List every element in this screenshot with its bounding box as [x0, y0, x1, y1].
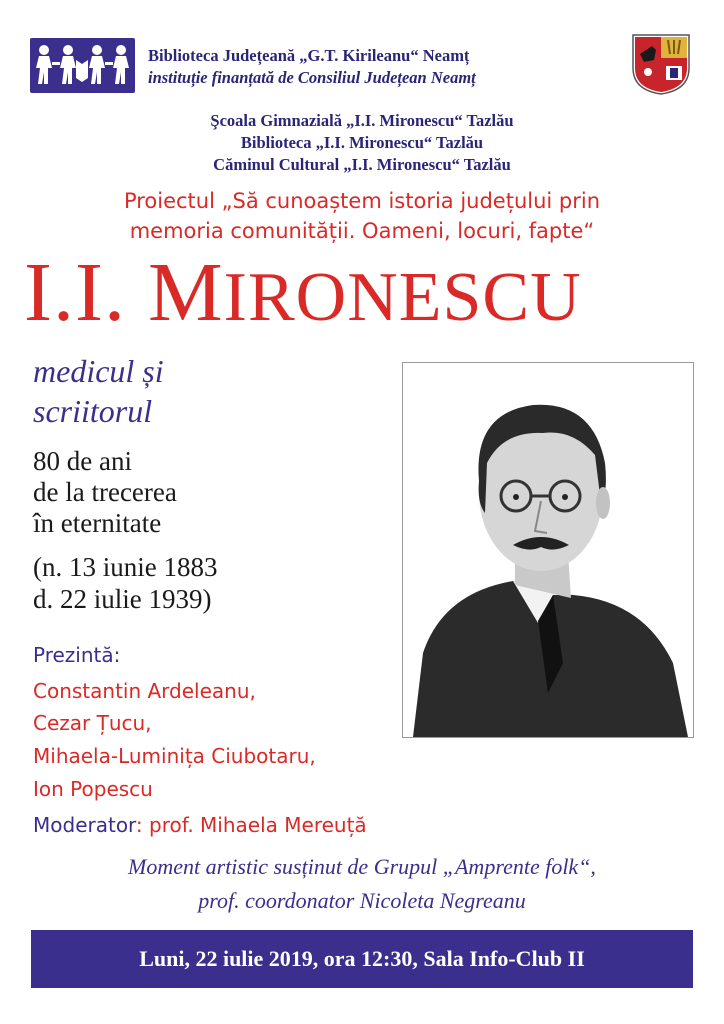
institution-name: Biblioteca Județeană „G.T. Kirileanu“ Neamț — [148, 46, 470, 65]
dates-line-1: 80 de ani — [33, 446, 132, 476]
dates-line-2: de la trecerea — [33, 477, 177, 507]
subtitle-line-2: scriitorul — [33, 393, 153, 429]
partner-school: Şcoala Gimnazială „I.I. Mironescu“ Tazlău — [210, 111, 514, 130]
page-title — [24, 248, 714, 343]
presenter-name: Mihaela-Luminița Ciubotaru, — [33, 744, 316, 768]
dates-line-4: (n. 13 iunie 1883 — [33, 552, 218, 582]
partner-cultural-center: Căminul Cultural „I.I. Mironescu“ Tazlău — [213, 155, 511, 174]
artistic-line-2: prof. coordonator Nicoleta Negreanu — [198, 888, 526, 913]
dates-line-3: în eternitate — [33, 508, 162, 538]
project-line-1: Proiectul „Să cunoaștem istoria județului prin — [123, 189, 601, 213]
project-line-2: memoria comunității. Oameni, locuri, fapte“ — [129, 219, 595, 243]
portrait-illustration — [403, 363, 693, 737]
reading-children-icon — [30, 38, 135, 93]
portrait-photo — [402, 362, 694, 738]
event-banner — [31, 930, 693, 988]
partner-library: Biblioteca „I.I. Mironescu“ Tazlău — [240, 133, 484, 152]
county-crest-icon — [630, 32, 692, 96]
subtitle-line-1: medicul și — [33, 353, 164, 389]
moderator-label: Moderator — [33, 813, 136, 837]
institution-funding: instituție finanțată de Consiliul Județean Neamț — [148, 68, 476, 87]
title-rest: IRONESCU — [223, 259, 582, 336]
presenter-name: Ion Popescu — [33, 777, 153, 801]
moderator-name: : prof. Mihaela Mereuță — [135, 813, 367, 837]
presenter-name: Cezar Țucu, — [33, 711, 152, 735]
dates-line-5: d. 22 iulie 1939) — [33, 584, 212, 614]
presenter-name: Constantin Ardeleanu, — [33, 679, 256, 703]
title-initials: I.I. M — [24, 246, 224, 339]
moderator-line — [33, 810, 367, 840]
presenters-label: Prezintă: — [33, 643, 121, 667]
event-datetime-place: Luni, 22 iulie 2019, ora 12:30, Sala Info-Club II — [139, 946, 585, 971]
artistic-line-1: Moment artistic susținut de Grupul „Amprente folk“, — [128, 854, 596, 879]
library-logo — [30, 38, 135, 93]
